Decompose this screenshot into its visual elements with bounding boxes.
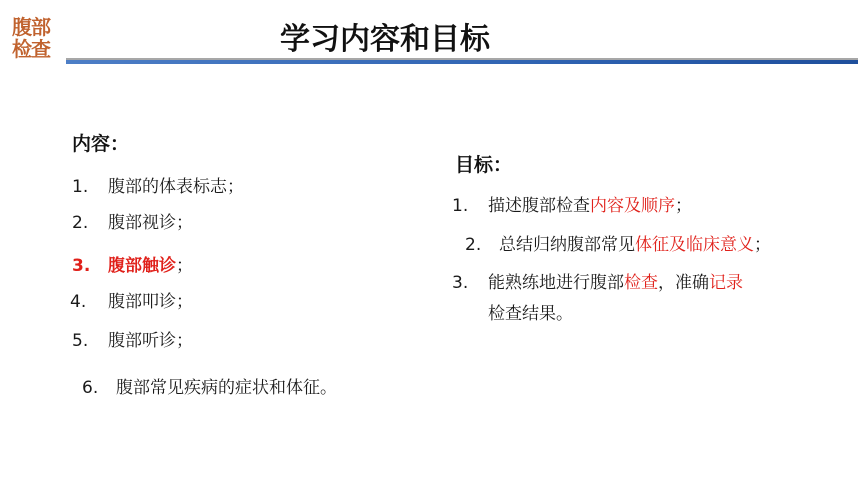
goal-item-1 [452,191,692,216]
content-item-3 [72,251,193,276]
item-highlight: 检查 [624,273,658,293]
item-prefix: 能熟练地进行腹部 [488,273,624,293]
content-item-4 [70,287,193,312]
item-suffix: ； [675,196,692,216]
item-number: 3. [452,273,469,293]
item-highlight: 体征及临床意义 [635,235,754,255]
content-item-6 [82,373,337,398]
goal-item-3 [452,268,743,293]
item-number: 1. [452,196,469,216]
item-text: 腹部常见疾病的症状和体征。 [116,378,337,398]
item-number: 1. [72,177,89,197]
item-text: 腹部的体表标志； [108,177,244,197]
item-highlight: 腹部触诊 [108,256,176,276]
item-text: 腹部视诊； [108,213,193,233]
item-suffix: ； [176,256,193,276]
item-number: 5. [72,331,89,351]
item-highlight: 内容及顺序 [590,196,675,216]
item-suffix: ； [754,235,771,255]
item-text: 腹部叩诊； [108,292,193,312]
content-heading: 内容： [72,133,130,155]
goal-item-3-line-2: 检查结果。 [488,304,573,324]
item-number: 2. [72,213,89,233]
item-highlight-2: 记录 [709,273,743,293]
logo-line-2: 检查 [12,37,50,61]
goals-heading: 目标： [455,154,513,176]
item-number: 4. [70,292,87,312]
item-number: 3. [72,256,91,276]
item-middle: ，准确 [658,273,709,293]
goal-item-2 [465,230,771,255]
content-item-2 [72,208,193,233]
item-text: 腹部听诊； [108,331,193,351]
item-prefix: 描述腹部检查 [488,196,590,216]
content-item-5 [72,326,193,351]
item-prefix: 总结归纳腹部常见 [499,235,635,255]
logo-line-1: 腹部 [12,15,50,39]
page-title: 学习内容和目标 [280,22,490,57]
title-rule [66,60,858,64]
item-number: 2. [465,235,482,255]
content-item-1 [72,172,244,197]
item-number: 6. [82,378,99,398]
logo [12,16,62,60]
